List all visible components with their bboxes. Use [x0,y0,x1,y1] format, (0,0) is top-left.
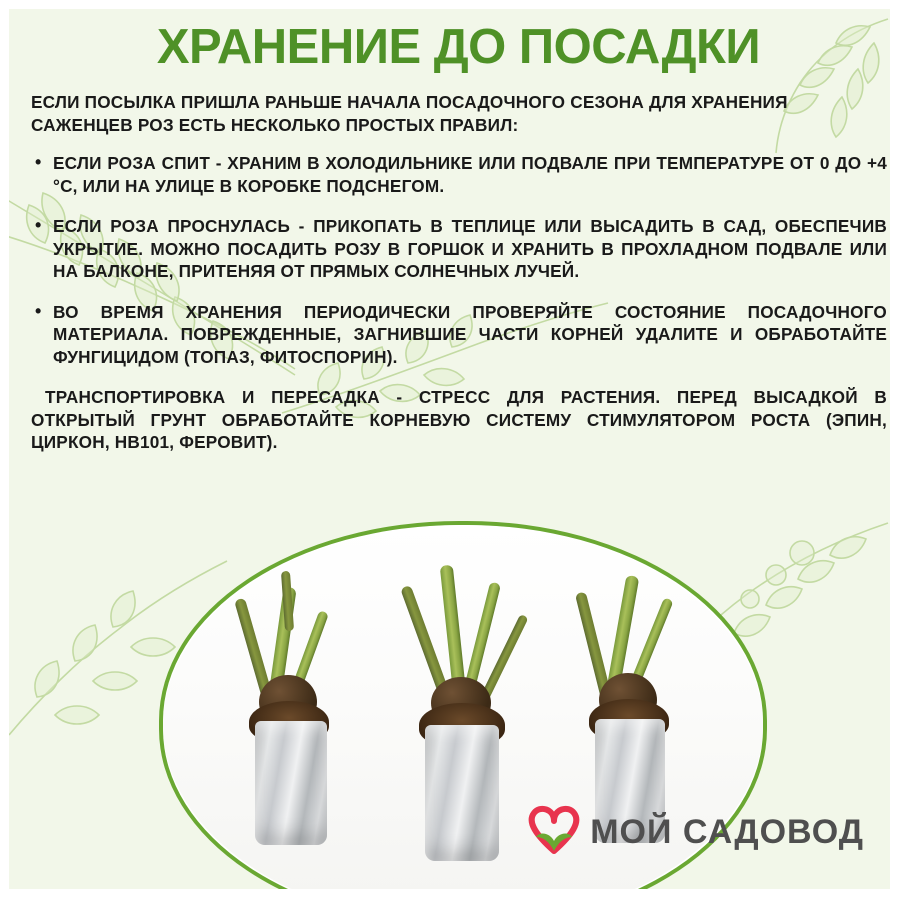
rules-list [31,152,887,368]
heart-icon [524,801,584,863]
intro-paragraph: ЕСЛИ ПОСЫЛКА ПРИШЛА РАНЬШЕ НАЧАЛА ПОСАДОЧНОГО СЕЗОНА ДЛЯ ХРАНЕНИЯ САЖЕНЦЕВ РОЗ ЕСТЬ НЕСКОЛЬКО ПРОСТЫХ ПРАВИЛ: [31,92,788,135]
list-item: • ЕСЛИ РОЗА СПИТ - ХРАНИМ В ХОЛОДИЛЬНИКЕ ИЛИ ПОДВАЛЕ ПРИ ТЕМПЕРАТУРЕ ОТ 0 ДО +4 °С, ИЛИ НА УЛИЦЕ В КОРОБКЕ ПОДСНЕГОМ. [31,152,887,197]
list-item: • ЕСЛИ РОЗА ПРОСНУЛАСЬ - ПРИКОПАТЬ В ТЕПЛИЦЕ ИЛИ ВЫСАДИТЬ В САД, ОБЕСПЕЧИВ УКРЫТИЕ. МОЖНО ПОСАДИТЬ РОЗУ В ГОРШОК И ХРАНИТЬ В ПРОХЛАДНОМ ПОДВАЛЕ ИЛИ НА БАЛКОНЕ, ПРИТЕНЯЯ ОТ ПРЯМЫХ СОЛНЕЧНЫХ ЛУЧЕЙ. [31,215,887,283]
page-title: ХРАНЕНИЕ ДО ПОСАДКИ [156,20,761,74]
poster-body [31,91,887,454]
closing-paragraph: ТРАНСПОРТИРОВКА И ПЕРЕСАДКА - СТРЕСС ДЛЯ РАСТЕНИЯ. ПЕРЕД ВЫСАДКОЙ В ОТКРЫТЫЙ ГРУНТ ОБРАБОТАЙТЕ КОРНЕВУЮ СИСТЕМУ СТИМУЛЯТОРОМ РОСТА (ЭПИН, ЦИРКОН, НВ101, ФЕРОВИТ). [31,387,887,452]
brand-logo[interactable] [524,801,864,863]
list-item: • ВО ВРЕМЯ ХРАНЕНИЯ ПЕРИОДИЧЕСКИ ПРОВЕРЯЙТЕ СОСТОЯНИЕ ПОСАДОЧНОГО МАТЕРИАЛА. ПОВРЕЖДЕННЫЕ, ЗАГНИВШИЕ ЧАСТИ КОРНЕЙ УДАЛИТЕ И ОБРАБОТАЙТЕ ФУНГИЦИДОМ (ТОПАЗ, ФИТОСПОРИН). [31,301,887,369]
brand-name: МОЙ САДОВОД [590,812,864,851]
